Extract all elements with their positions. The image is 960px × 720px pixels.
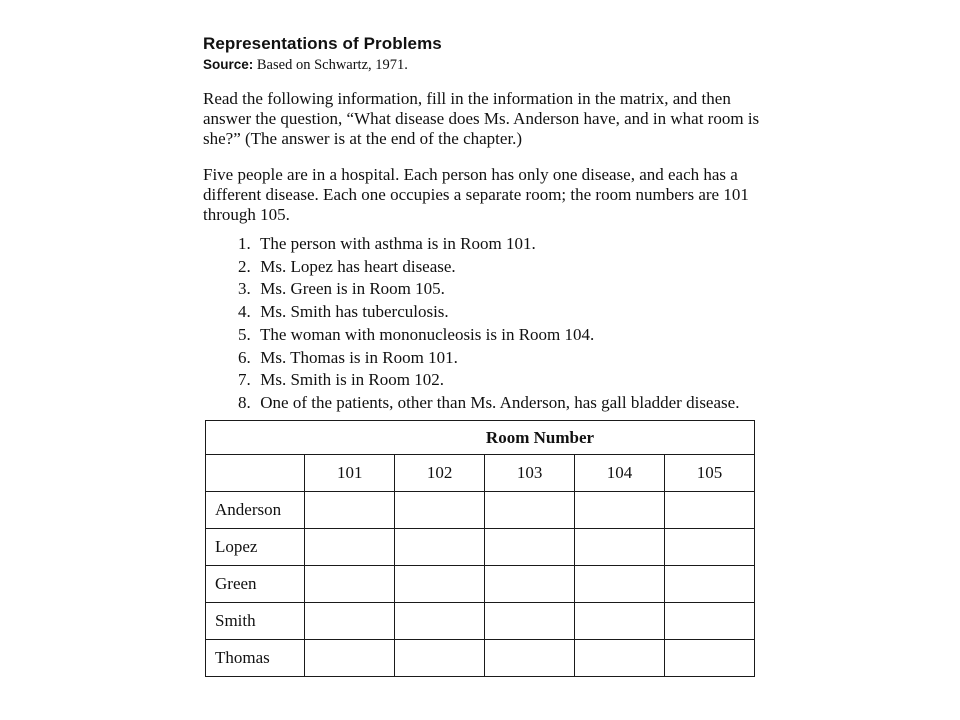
clue-number: 4. [238, 302, 251, 322]
matrix-cell [395, 529, 485, 566]
clue-text: Ms. Smith is in Room 102. [260, 370, 444, 390]
instructions-paragraph: Read the following information, fill in the information in the matrix, and then answer the question, “What disease does Ms. Anderson have, and in what room is she?” (The answer is at the end of the chapter.) [203, 89, 760, 148]
clue-item [238, 369, 763, 392]
matrix-cell [395, 492, 485, 529]
clue-number: 6. [238, 347, 251, 367]
patient-name-cell: Thomas [206, 640, 305, 677]
matrix-cell [665, 603, 755, 640]
clue-text: Ms. Smith has tuberculosis. [260, 302, 449, 322]
patient-name-cell: Lopez [206, 529, 305, 566]
matrix-cell [485, 640, 575, 677]
room-column-header: 101 [305, 455, 395, 492]
clue-text: Ms. Green is in Room 105. [260, 279, 445, 299]
room-numbers-row [206, 455, 755, 492]
matrix-cell [485, 603, 575, 640]
matrix-cell [485, 492, 575, 529]
clue-item [238, 392, 763, 415]
patient-name-cell: Smith [206, 603, 305, 640]
matrix-cell [305, 492, 395, 529]
clue-number: 3. [238, 279, 251, 299]
room-column-header: 104 [575, 455, 665, 492]
matrix-cell [575, 566, 665, 603]
matrix-cell [305, 603, 395, 640]
clue-text: The person with asthma is in Room 101. [259, 234, 536, 253]
patient-name-cell: Green [206, 566, 305, 603]
matrix-cell [485, 529, 575, 566]
source-line [203, 55, 763, 75]
clue-text: The woman with mononucleosis is in Room 104. [259, 324, 595, 344]
clue-number: 1. [238, 234, 251, 253]
matrix-cell [575, 603, 665, 640]
clue-number: 2. [238, 256, 251, 276]
matrix-cell [395, 603, 485, 640]
table-row [206, 492, 755, 529]
clue-text: Ms. Thomas is in Room 101. [260, 347, 458, 367]
matrix-cell [575, 529, 665, 566]
clue-item [238, 278, 763, 301]
matrix-cell [665, 566, 755, 603]
document-content [203, 33, 763, 415]
clue-number: 8. [238, 392, 251, 412]
matrix-cell [665, 529, 755, 566]
table-row [206, 603, 755, 640]
matrix-cell [575, 640, 665, 677]
matrix-cell [395, 566, 485, 603]
clue-item [238, 347, 763, 370]
room-column-header: 102 [395, 455, 485, 492]
clue-number: 7. [238, 370, 251, 390]
source-text: Based on Schwartz, 1971. [253, 57, 408, 73]
table-row [206, 640, 755, 677]
room-column-header: 105 [665, 455, 755, 492]
patient-name-cell: Anderson [206, 492, 305, 529]
clue-text: Ms. Lopez has heart disease. [260, 256, 456, 276]
matrix-cell [485, 566, 575, 603]
matrix-cell [305, 640, 395, 677]
table-row [206, 566, 755, 603]
clue-list [238, 233, 763, 415]
clue-number: 5. [238, 324, 251, 344]
matrix-cell [305, 529, 395, 566]
matrix-cell [305, 566, 395, 603]
source-label: Source: [203, 57, 254, 72]
clue-text: One of the patients, other than Ms. Anderson, has gall bladder disease. [260, 392, 740, 412]
matrix-cell [665, 640, 755, 677]
clue-item [238, 256, 763, 279]
room-number-header: Room Number [206, 421, 755, 455]
matrix-cell [575, 492, 665, 529]
room-matrix-table [205, 420, 755, 677]
matrix-header-row [206, 421, 755, 455]
document-title: Representations of Problems [203, 34, 442, 53]
table-row [206, 529, 755, 566]
room-column-header: 103 [485, 455, 575, 492]
matrix-cell [395, 640, 485, 677]
matrix-cell [665, 492, 755, 529]
clue-item [238, 233, 763, 256]
clue-item [238, 324, 763, 347]
problem-paragraph: Five people are in a hospital. Each person has only one disease, and each has a different disease. Each one occupies a separate room; the room numbers are 101 through 105. [203, 165, 749, 224]
corner-cell [206, 455, 305, 492]
clue-item [238, 301, 763, 324]
